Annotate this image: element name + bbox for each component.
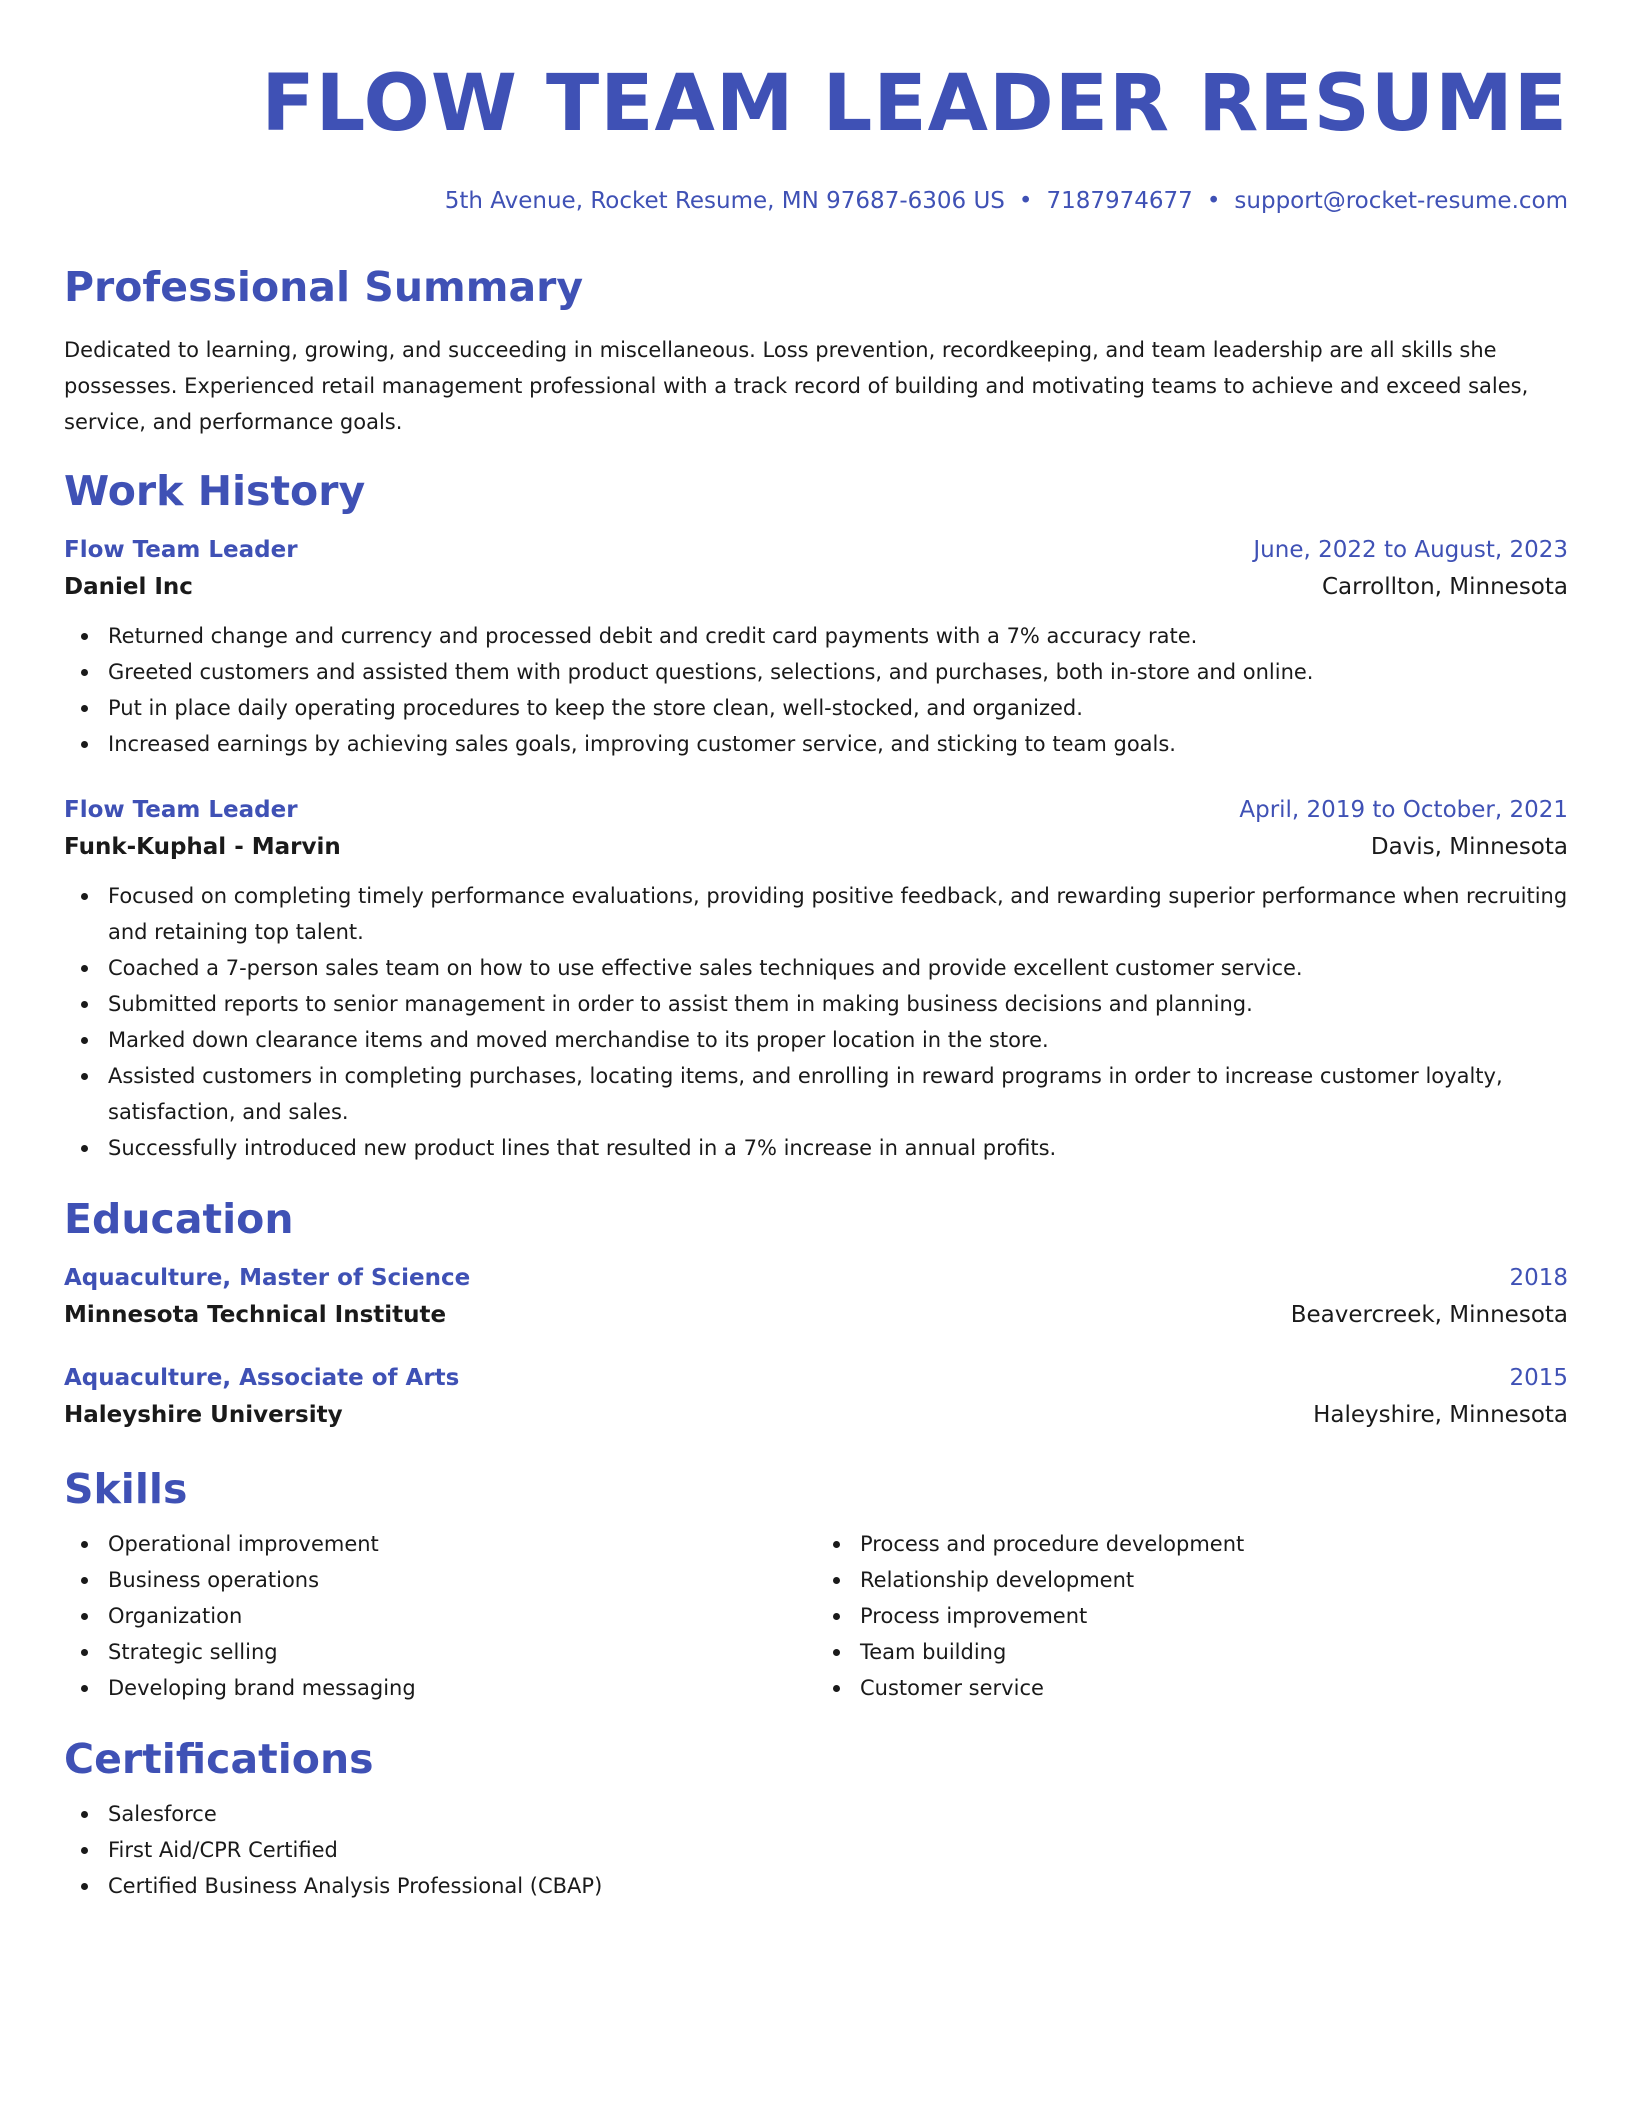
education-location: Haleyshire, Minnesota: [1313, 1402, 1568, 1428]
job-dates: June, 2022 to August, 2023: [1253, 537, 1568, 563]
education-heading: Education: [64, 1195, 294, 1243]
skills-list-left: [64, 1526, 816, 1706]
job-company: Funk-Kuphal - Marvin: [64, 834, 341, 860]
job-bullet: Increased earnings by achieving sales goals, improving customer service, and sticking to team goals.: [64, 726, 1568, 762]
education-degree: Aquaculture, Master of Science: [64, 1265, 471, 1291]
job-entry: [64, 792, 1568, 1166]
job-bullet: Coached a 7-person sales team on how to use effective sales techniques and provide excellent customer service.: [64, 950, 1568, 986]
education-entry: [64, 1360, 1568, 1434]
work-history-heading: Work History: [64, 467, 366, 515]
job-entry: [64, 532, 1568, 762]
resume-name: FLOW TEAM LEADER RESUME: [261, 59, 1568, 149]
contact-separator: •: [1206, 188, 1221, 214]
skill-item: Strategic selling: [64, 1634, 816, 1670]
job-bullet: Focused on completing timely performance evaluations, providing positive feedback, and rewarding superior performance when recruiting and retaining top talent.: [64, 878, 1568, 950]
skills-list-right: [816, 1526, 1568, 1706]
skill-item: Operational improvement: [64, 1526, 816, 1562]
education-school-row: [64, 1296, 1568, 1334]
job-company-row: [64, 828, 1568, 866]
certifications-heading: Certifications: [64, 1735, 374, 1783]
certification-item: First Aid/CPR Certified: [64, 1832, 1568, 1868]
contact-separator: •: [1018, 188, 1033, 214]
education-school-row: [64, 1396, 1568, 1434]
resume-header: [64, 0, 1568, 216]
skill-item: Process improvement: [816, 1598, 1568, 1634]
skills-columns: [64, 1526, 1568, 1706]
job-title: Flow Team Leader: [64, 537, 298, 563]
job-company: Daniel Inc: [64, 574, 193, 600]
job-title: Flow Team Leader: [64, 797, 298, 823]
contact-address: 5th Avenue, Rocket Resume, MN 97687-6306 US: [444, 188, 1005, 214]
job-dates: April, 2019 to October, 2021: [1239, 797, 1568, 823]
skill-item: Business operations: [64, 1562, 816, 1598]
job-bullets: [64, 618, 1568, 762]
certification-item: Salesforce: [64, 1796, 1568, 1832]
education-school: Minnesota Technical Institute: [64, 1302, 447, 1328]
job-bullets: [64, 878, 1568, 1166]
job-bullet: Assisted customers in completing purchases, locating items, and enrolling in reward programs in order to increase customer loyalty, satisfaction, and sales.: [64, 1058, 1568, 1130]
education-year: 2018: [1509, 1265, 1568, 1291]
skill-item: Relationship development: [816, 1562, 1568, 1598]
job-bullet: Marked down clearance items and moved merchandise to its proper location in the store.: [64, 1022, 1568, 1058]
education-header-row: [64, 1360, 1568, 1396]
contact-phone: 7187974677: [1046, 188, 1193, 214]
skill-item: Developing brand messaging: [64, 1670, 816, 1706]
skill-item: Organization: [64, 1598, 816, 1634]
job-header-row: [64, 792, 1568, 828]
job-header-row: [64, 532, 1568, 568]
education-location: Beavercreek, Minnesota: [1290, 1302, 1568, 1328]
skills-heading: Skills: [64, 1465, 188, 1513]
job-company-row: [64, 568, 1568, 606]
skill-item: Customer service: [816, 1670, 1568, 1706]
job-bullet: Returned change and currency and processed debit and credit card payments with a 7% accuracy rate.: [64, 618, 1568, 654]
summary-heading: Professional Summary: [64, 263, 584, 311]
skill-item: Team building: [816, 1634, 1568, 1670]
job-bullet: Submitted reports to senior management in order to assist them in making business decisions and planning.: [64, 986, 1568, 1022]
job-location: Davis, Minnesota: [1370, 834, 1568, 860]
certification-item: Certified Business Analysis Professional (CBAP): [64, 1868, 1568, 1904]
job-bullet: Put in place daily operating procedures to keep the store clean, well-stocked, and organized.: [64, 690, 1568, 726]
certifications-list: [64, 1796, 1568, 1904]
summary-text: Dedicated to learning, growing, and succeeding in miscellaneous. Loss prevention, recordkeeping, and team leadership are all skills she possesses. Experienced retail management professional with a track record of building and motivating teams to achieve and exceed sales, service, and performance goals.: [64, 338, 1529, 434]
education-year: 2015: [1509, 1365, 1568, 1391]
education-entry: [64, 1260, 1568, 1334]
education-header-row: [64, 1260, 1568, 1296]
contact-email[interactable]: support@rocket-resume.com: [1234, 188, 1568, 214]
job-bullet: Greeted customers and assisted them with product questions, selections, and purchases, both in-store and online.: [64, 654, 1568, 690]
job-bullet: Successfully introduced new product lines that resulted in a 7% increase in annual profits.: [64, 1130, 1568, 1166]
skill-item: Process and procedure development: [816, 1526, 1568, 1562]
contact-line: [64, 186, 1568, 216]
education-school: Haleyshire University: [64, 1402, 343, 1428]
job-location: Carrollton, Minnesota: [1321, 574, 1568, 600]
education-degree: Aquaculture, Associate of Arts: [64, 1365, 460, 1391]
